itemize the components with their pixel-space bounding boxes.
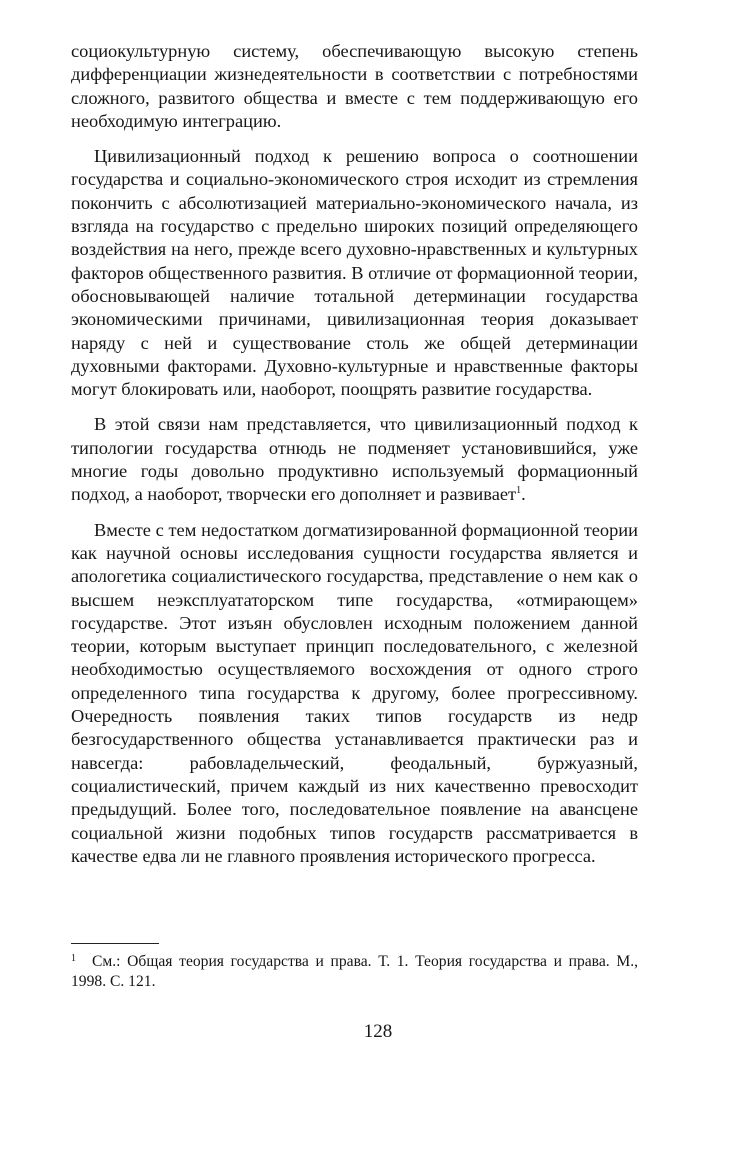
paragraph-4: Вместе с тем недостатком догматизированной формационной теории как научной основы исследования сущности государства является и апологетика социалистического государства, представление о нем как о высшем неэксплуататорском типе государства, «отмирающем» государстве. Этот изъян обусловлен исходным положением данной теории, которым выступает принцип последовательного, с железной необходимостью осуществляемого восхождения от одного строго определенного типа государства к другому, более прогрессивному. Очередность появления таких типов государств из недр безгосударственного общества устанавливается практически раз и навсегда: рабовладельческий, феодальный, буржуазный, социалистический, причем каждый из них качественно превосходит предыдущий. Более того, последовательное появление на авансцене социальной жизни подобных типов государств рассматривается в качестве едва ли не главного проявления исторического прогресса. <box>71 519 638 866</box>
paragraph-3 <box>71 413 638 506</box>
paragraph-3-end: . <box>521 484 526 505</box>
footnote <box>71 952 638 992</box>
paragraph-3-text: В этой связи нам представляется, что цивилизационный подход к типологии государства отнюдь не подменяет установившийся, уже многие годы довольно продуктивно используемый формационный подход, а наоборот, творчески его дополняет и развивает <box>71 414 638 505</box>
footnote-divider <box>71 943 159 944</box>
page-number: 128 <box>363 1021 393 1042</box>
paragraph-2: Цивилизационный подход к решению вопроса о соотношении государства и социально-экономического строя исходит из стремления покончить с абсолютизацией материально-экономического начала, из взгляда на государство с предельно широких позиций определяющего воздействия на него, прежде всего духовно-нравственных и культурных факторов общественного развития. В отличие от формационной теории, обосновывающей наличие тотальной детерминации государства экономическими причинами, цивилизационная теория доказывает наряду с ней и существование столь же общей детерминации духовными факторами. Духовно-культурные и нравственные факторы могут блокировать или, наоборот, поощрять развитие государства. <box>71 146 638 400</box>
footnote-reference[interactable]: 1 <box>516 485 522 497</box>
paragraph-1: социокультурную систему, обеспечивающую высокую степень дифференциации жизнедеятельности в соответствии с потребностями сложного, развитого общества и вместе с тем поддерживающую его необходимую интеграцию. <box>71 41 638 131</box>
footnote-text: См.: Общая теория государства и права. Т. 1. Теория государства и права. М., 1998. С. 121. <box>71 953 638 990</box>
footnote-mark: 1 <box>71 953 76 964</box>
page-body <box>71 40 638 880</box>
